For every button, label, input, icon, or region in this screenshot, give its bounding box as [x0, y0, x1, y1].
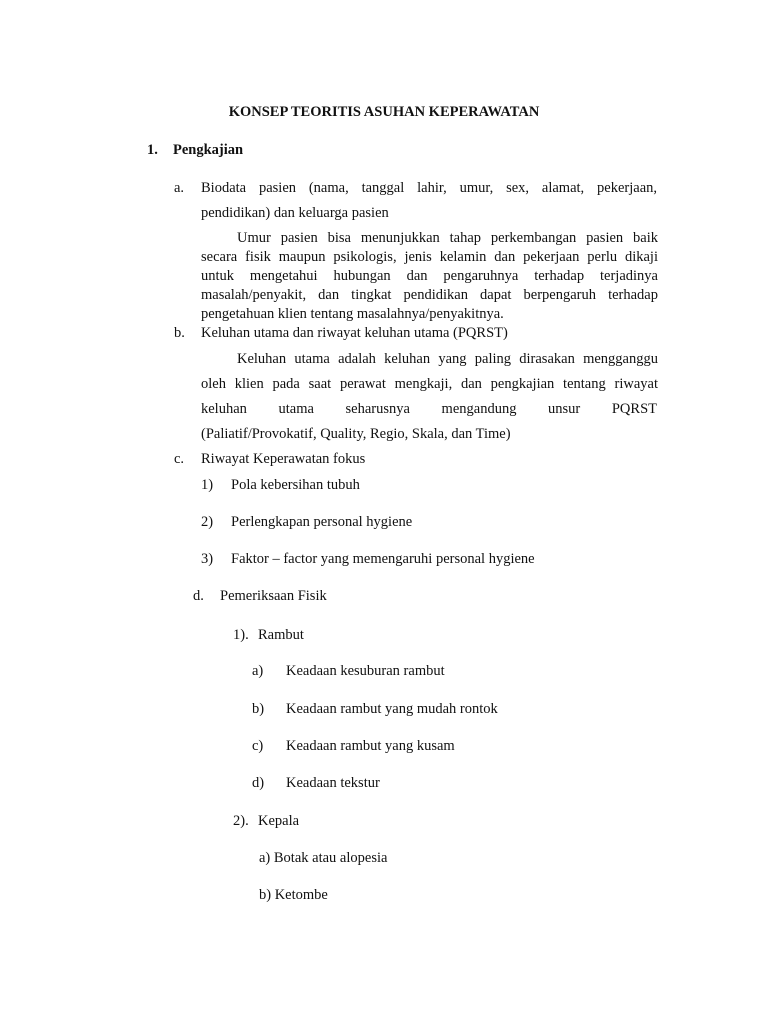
item-b-paragraph-line: keluhan utama seharusnya mengandung unsur PQRST	[201, 401, 657, 417]
item-c-sub-text: Faktor – factor yang memengaruhi personal hygiene	[231, 551, 535, 567]
rambut-label: Rambut	[258, 627, 304, 643]
item-d-line-1: Pemeriksaan Fisik	[220, 588, 327, 604]
section-heading: Pengkajian	[173, 142, 244, 158]
item-c-sub-number: 3)	[201, 551, 214, 567]
item-b-marker: b.	[174, 325, 185, 341]
kepala-sub-item: b) Ketombe	[259, 887, 328, 903]
item-c-sub-text: Pola kebersihan tubuh	[231, 477, 360, 493]
rambut-sub-number: a)	[252, 663, 264, 679]
rambut-sub-text: Keadaan rambut yang kusam	[286, 738, 455, 754]
rambut-number: 1).	[233, 627, 249, 643]
item-a-paragraph-line: secara fisik maupun psikologis, jenis kelamin dan pekerjaan perlu dikaji	[201, 249, 658, 265]
item-c-sub-number: 1)	[201, 477, 214, 493]
document-title: KONSEP TEORITIS ASUHAN KEPERAWATAN	[228, 104, 540, 120]
item-c-sub-text: Perlengkapan personal hygiene	[231, 514, 413, 530]
item-a-marker: a.	[174, 180, 185, 196]
item-c-line-1: Riwayat Keperawatan fokus	[201, 451, 366, 467]
item-a-paragraph-line: masalah/penyakit, dan tingkat pendidikan dapat berpengaruh terhadap	[201, 287, 658, 303]
item-b-paragraph-line: (Paliatif/Provokatif, Quality, Regio, Skala, dan Time)	[201, 426, 511, 442]
item-b-paragraph-line: Keluhan utama adalah keluhan yang paling dirasakan mengganggu	[237, 351, 658, 367]
item-a-paragraph-line: pengetahuan klien tentang masalahnya/penyakitnya.	[201, 306, 504, 322]
item-a-paragraph-line: Umur pasien bisa menunjukkan tahap perkembangan pasien baik	[237, 230, 658, 246]
kepala-label: Kepala	[258, 813, 300, 829]
item-c-marker: c.	[174, 451, 185, 467]
rambut-sub-text: Keadaan rambut yang mudah rontok	[286, 701, 498, 717]
rambut-sub-text: Keadaan tekstur	[286, 775, 380, 791]
item-a-paragraph-line: untuk mengetahui hubungan dan pengaruhnya terhadap terjadinya	[201, 268, 658, 284]
section-number: 1.	[147, 142, 158, 158]
item-d-marker: d.	[193, 588, 204, 604]
rambut-sub-number: b)	[252, 701, 265, 717]
item-b-paragraph-line: oleh klien pada saat perawat mengkaji, dan pengkajian tentang riwayat	[201, 376, 658, 392]
item-c-sub-number: 2)	[201, 514, 214, 530]
item-b-line-1: Keluhan utama dan riwayat keluhan utama (PQRST)	[201, 325, 508, 341]
rambut-sub-number: c)	[252, 738, 264, 754]
kepala-number: 2).	[233, 813, 249, 829]
rambut-sub-number: d)	[252, 775, 265, 791]
rambut-sub-text: Keadaan kesuburan rambut	[286, 663, 445, 679]
item-a-line-2: pendidikan) dan keluarga pasien	[201, 205, 389, 221]
kepala-sub-item: a) Botak atau alopesia	[259, 850, 388, 866]
item-a-line-1: Biodata pasien (nama, tanggal lahir, umur, sex, alamat, pekerjaan,	[201, 180, 657, 196]
